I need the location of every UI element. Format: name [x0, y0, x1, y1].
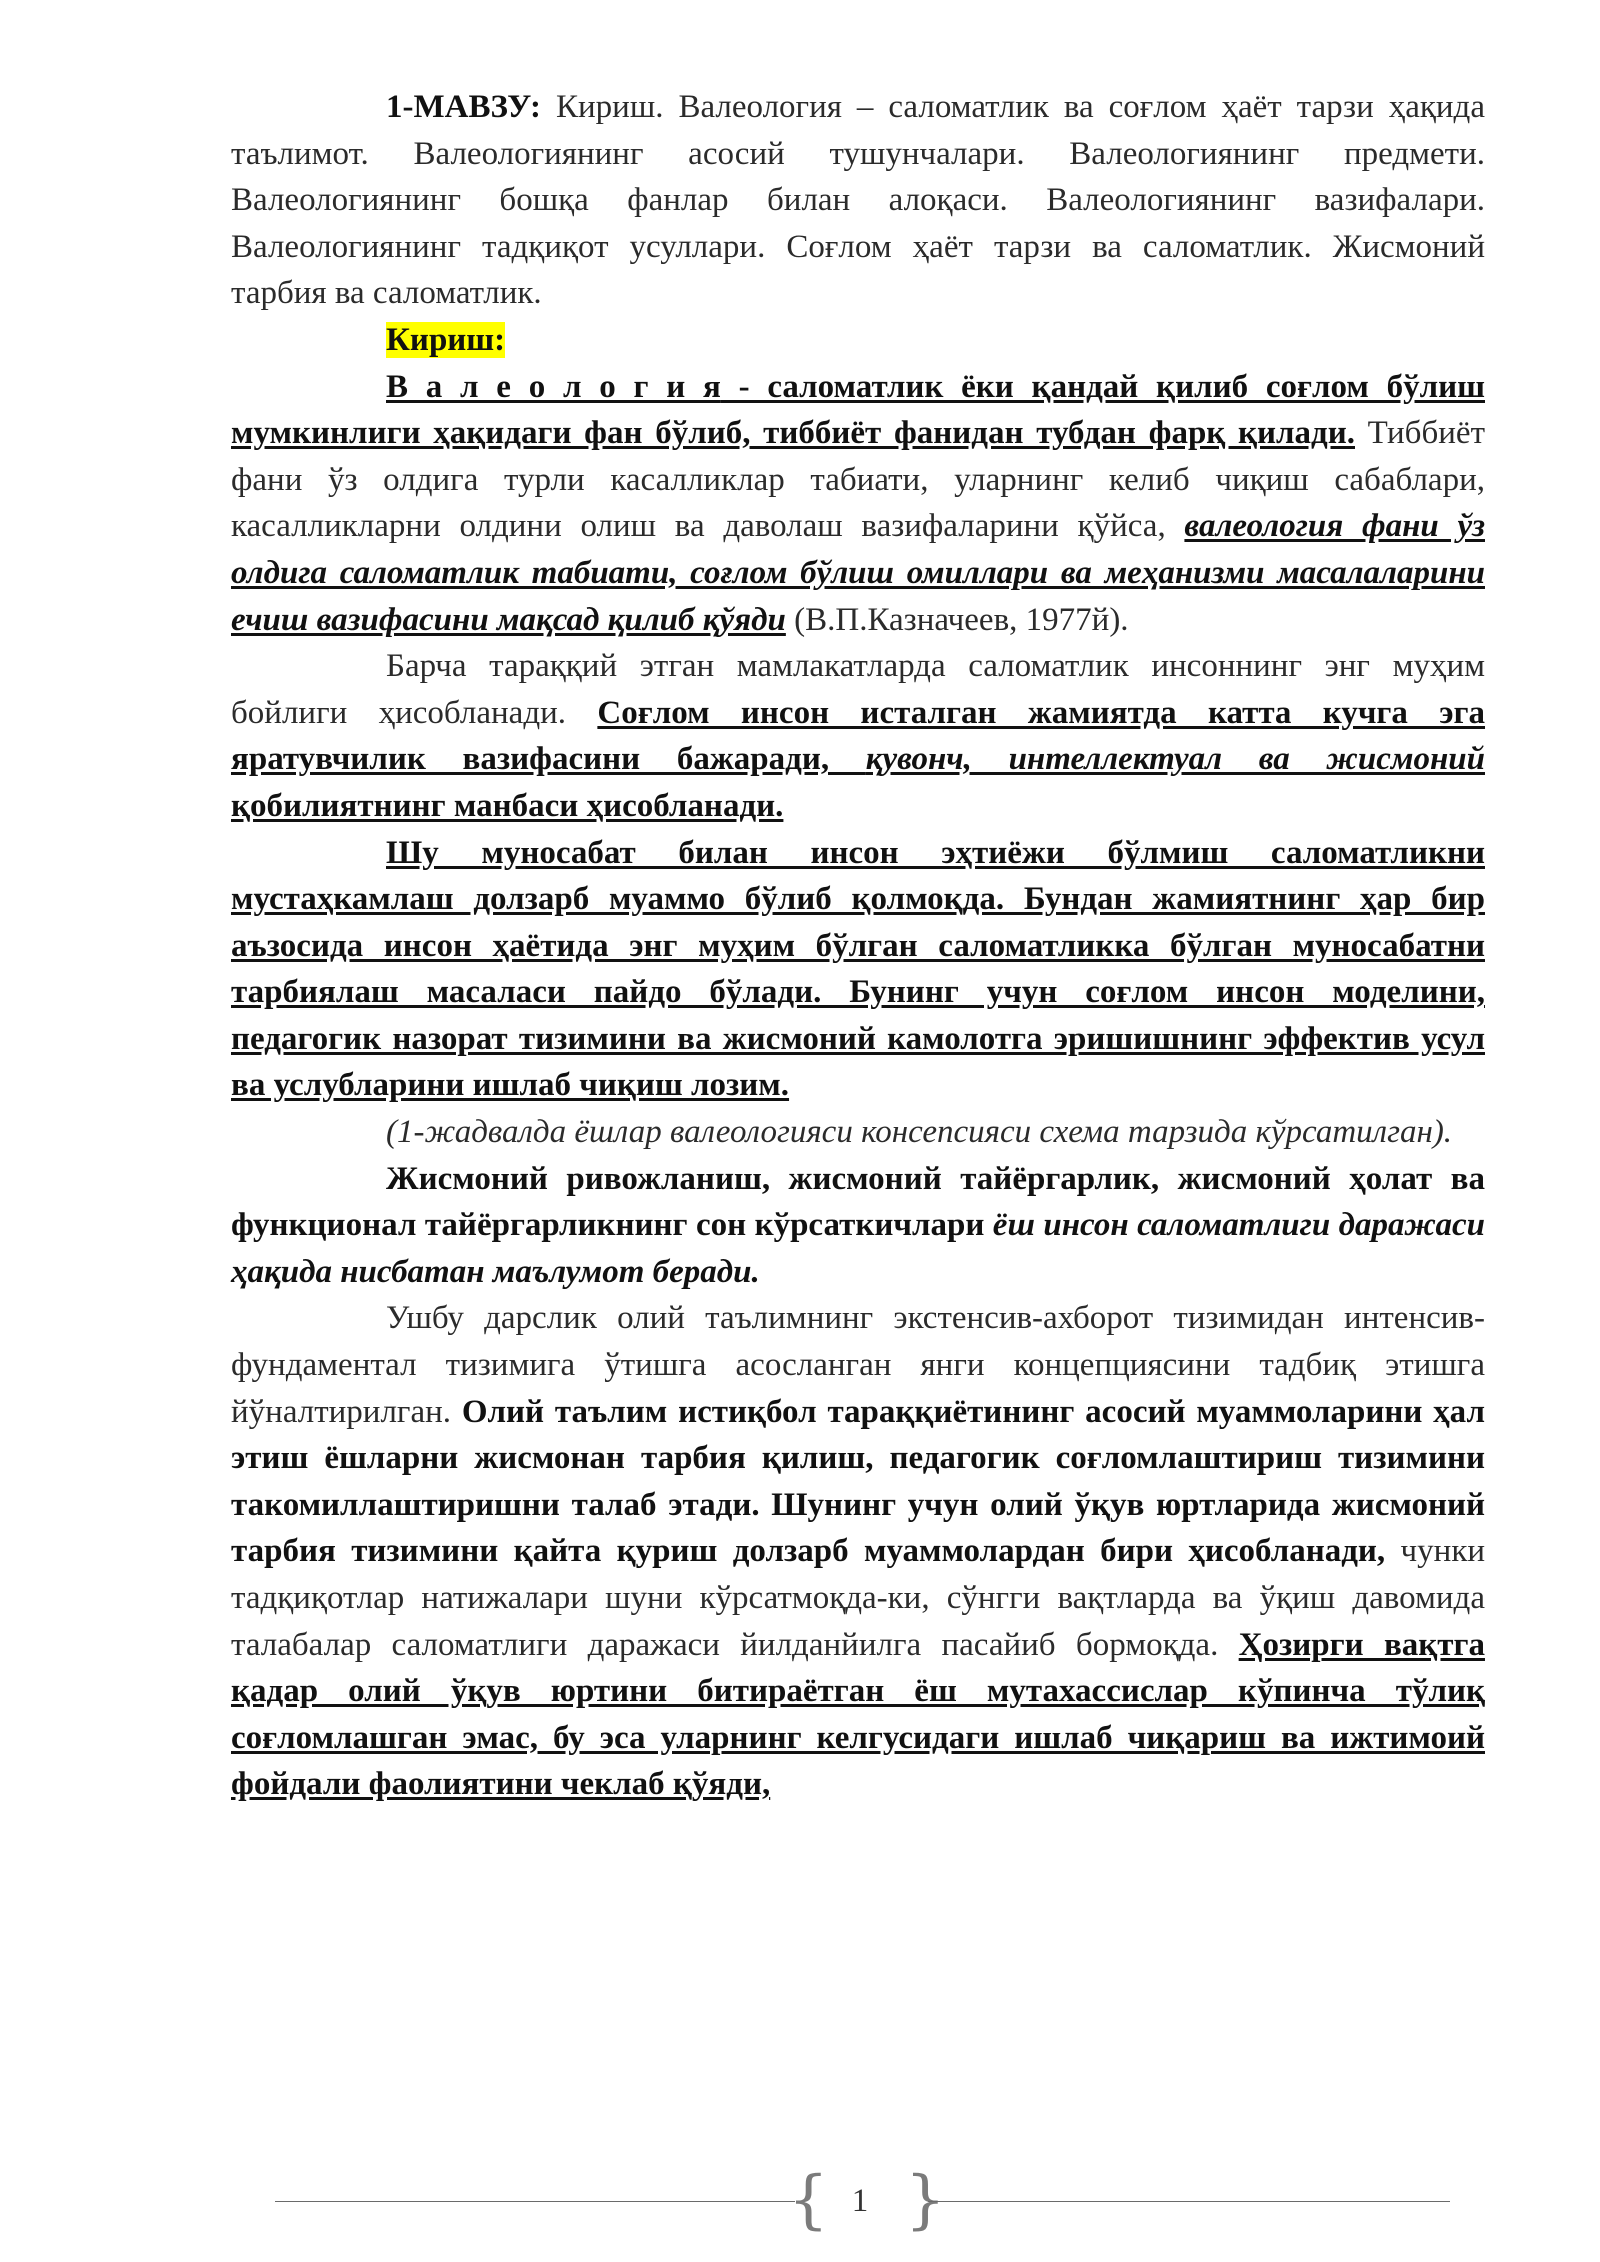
higher-education-text: Олий таълим истиқбол тараққиётининг асосий муаммоларини ҳал этиш ёшларни жисмонан тарбия қилиш, педагогик соғломлаштириш тизимини такомиллаштиришни талаб этади. Шунинг учун олий ўқув юртларида жисмоний тарбия тизимини қайта қуриш долзарб муаммолардан бири ҳисобланади,	[231, 1393, 1485, 1570]
topic-text: Кириш. Валеология – саломатлик ва соғлом ҳаёт тарзи ҳақида таълимот. Валеологиянинг асосий тушунчалари. Валеологиянинг предмети. Валеологиянинг бошқа фанлар билан алоқаси. Валеологиянинг вазифалари. Валеологиянинг тадқиқот усуллари. Соғлом ҳаёт тарзи ва саломатлик. Жисмоний тарбия ва саломатлик.	[231, 89, 1485, 312]
problem-paragraph	[231, 830, 1485, 1110]
graduates-text: Ҳозирги вақтга қадар олий ўқув юртини битираётган ёш мутахассислар кўпинча тўлиқ соғломлашган эмас, бу эса уларнинг келгусидаги ишлаб чиқариш ва ижтимоий фойдали фаолиятини чеклаб қўяди,	[231, 1626, 1485, 1803]
textbook-text: Ушбу дарслик олий таълимнинг экстенсив-ахборот тизимидан интенсив-фундаментал тизимига ўтишга асосланган янги концепциясини тадбиқ этишга йўналтирилган.	[231, 1300, 1485, 1430]
healthy-person-text: Соғлом инсон исталган жамиятда катта кучга эга яратувчилик вазифасини бажаради,	[231, 694, 1486, 778]
footer-left-brace-icon: {	[788, 2163, 829, 2237]
table-reference-paragraph	[231, 1109, 1485, 1156]
page-number: 1	[851, 2183, 869, 2219]
indicators-italic: ёш инсон саломатлиги даражаси ҳақида нисбатан маълумот беради.	[231, 1207, 1485, 1290]
footer-rule-left	[275, 2201, 795, 2202]
topic-title: 1-МАВЗУ:	[386, 89, 542, 125]
definition-paragraph	[231, 364, 1485, 644]
intro-heading-paragraph	[231, 317, 1485, 364]
health-wealth-text: Барча тараққий этган мамлакатларда саломатлик инсоннинг энг муҳим бойлиги ҳисобланади.	[231, 648, 1485, 731]
indicators-paragraph	[231, 1156, 1485, 1296]
topic-paragraph	[231, 84, 1485, 317]
abilities-italic: қувонч, интеллектуал ва жисмоний	[865, 741, 1485, 778]
valeology-purpose: валеология фани ўз олдига саломатлик табиати, соғлом бўлиш омиллари ва меҳанизми масалаларини ечиш вазифасини мақсад қилиб қўяди	[231, 508, 1485, 638]
valeology-spaced-word: В а л е о л о г и я	[386, 368, 721, 405]
textbook-paragraph	[231, 1295, 1485, 1808]
intro-heading: Кириш:	[386, 321, 506, 358]
problem-text: Шу муносабат билан инсон эҳтиёжи бўлмиш саломатликни мустаҳкамлаш долзарб муаммо бўлиб қолмоқда. Бундан жамиятнинг ҳар бир аъзосида инсон ҳаётида энг муҳим бўлган саломатликка бўлган муносабатни тарбиялаш масаласи пайдо бўлади. Бунинг учун соғлом инсон моделини, педагогик назорат тизимини ва жисмоний камолотга эришишнинг эффектив усул ва услубларини ишлаб чиқиш лозим.	[231, 834, 1485, 1104]
valeology-definition: - саломатлик ёки қандай қилиб соғлом бўлиш мумкинлиги ҳақидаги фан бўлиб, тиббиёт фанидан тубдан фарқ қилади.	[231, 368, 1485, 452]
citation: (В.П.Казначеев, 1977й).	[785, 601, 1129, 638]
footer-rule-right	[928, 2201, 1450, 2202]
research-text: чунки тадқиқотлар натижалари шуни кўрсатмоқда-ки, сўнгги вақтларда ва ўқиш давомида талабалар саломатлиги даражаси йилданйилга пасайиб бормоқда.	[231, 1533, 1486, 1663]
document-page	[231, 84, 1485, 1808]
abilities-source: қобилиятнинг манбаси ҳисобланади.	[231, 787, 784, 824]
footer-right-brace-icon: }	[905, 2163, 946, 2237]
medicine-text: Тиббиёт фани ўз олдига турли касалликлар табиати, уларнинг келиб чиқиш сабаблари, касалликларни олдини олиш ва даволаш вазифаларини қўйса,	[231, 415, 1485, 545]
table-reference: (1-жадвалда ёшлар валеологияси консепсияси схема тарзида кўрсатилган).	[386, 1114, 1453, 1151]
health-wealth-paragraph	[231, 643, 1485, 829]
indicators-text: Жисмоний ривожланиш, жисмоний тайёргарлик, жисмоний ҳолат ва функционал тайёргарликнинг сон кўрсаткичлари	[231, 1160, 1485, 1244]
